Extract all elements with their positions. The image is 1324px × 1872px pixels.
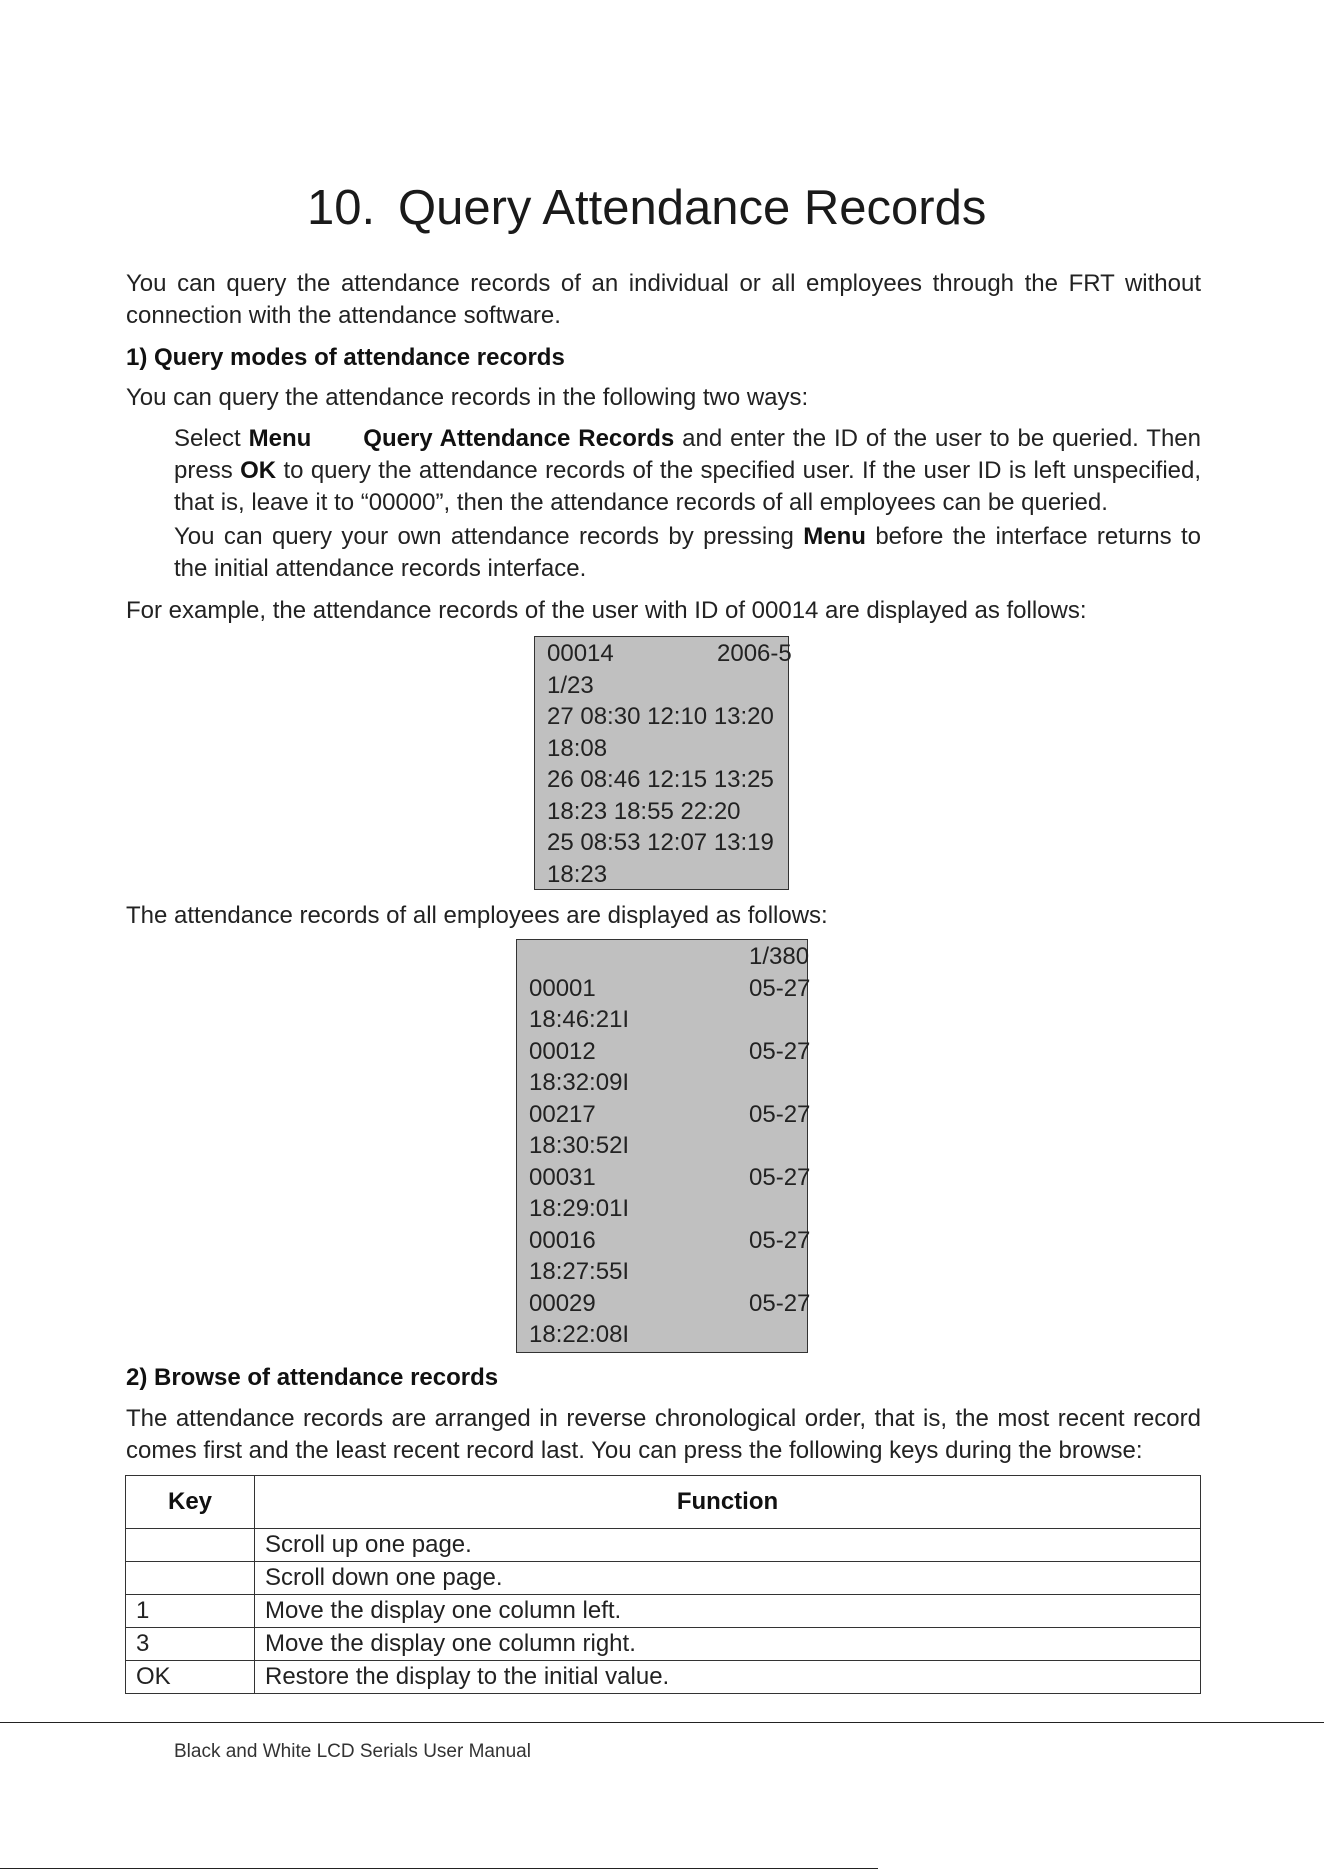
table-row: [126, 1661, 1201, 1694]
lcd-row: [529, 1162, 811, 1194]
function-cell: Scroll down one page.: [255, 1562, 1201, 1595]
table-row: [126, 1595, 1201, 1628]
lcd-all-employees-records: [516, 939, 811, 1353]
table-row: [126, 1562, 1201, 1595]
lcd-right: 05-27: [749, 974, 811, 1002]
section2-paragraph: The attendance records are arranged in reverse chronological order, that is, the most recent record comes first and the least recent record last. You can press the following keys during the browse:: [126, 1405, 1201, 1464]
lcd-left: 00001: [529, 974, 596, 1002]
lcd-right: 05-27: [749, 1163, 811, 1191]
lcd-row: [529, 1225, 811, 1257]
lcd-left: 18:22:08I: [529, 1321, 630, 1348]
lcd-row: [547, 859, 788, 891]
bullet-menu-query: [174, 423, 1201, 519]
bullet1-after-query: and enter the ID of the user to be queried. Then press: [174, 425, 1202, 484]
lcd-left: 26 08:46 12:15 13:25: [547, 766, 774, 793]
lcd-left: 1/23: [547, 671, 594, 699]
example-lead: For example, the attendance records of the user with ID of 00014 are displayed as follows:: [126, 597, 1087, 624]
lcd-row: [529, 1067, 807, 1099]
header-function: Function: [255, 1476, 1201, 1529]
key-function-table: [125, 1475, 1201, 1694]
lcd-row: [529, 1193, 807, 1225]
lcd-left: 25 08:53 12:07 13:19: [547, 829, 774, 856]
lcd-left: 00012: [529, 1037, 596, 1065]
bullet2-menu-key: Menu: [803, 523, 866, 550]
lcd-row: [529, 1319, 807, 1351]
lcd-row: [529, 1256, 807, 1288]
lcd-row: [547, 670, 788, 702]
lcd-row: [547, 701, 788, 733]
bottom-divider: [0, 1868, 878, 1869]
lcd-row: [547, 796, 788, 828]
lcd-left: 00016: [529, 1226, 596, 1254]
lcd-row: [547, 764, 788, 796]
table-header-row: [126, 1476, 1201, 1529]
section1-heading: 1) Query modes of attendance records: [126, 344, 565, 371]
lcd-row: [547, 638, 792, 670]
lcd-left: 18:46:21I: [529, 1006, 630, 1033]
function-cell: Scroll up one page.: [255, 1529, 1201, 1562]
section-title-text: Query Attendance Records: [398, 181, 987, 235]
footer-manual-title: Black and White LCD Serials User Manual: [174, 1741, 531, 1762]
lcd-right: 05-27: [749, 1289, 811, 1317]
lcd-right: 05-27: [749, 1100, 811, 1128]
lcd-left: 00014: [547, 640, 614, 667]
lcd-right: 05-27: [749, 1226, 811, 1254]
page-title: [307, 178, 986, 238]
lcd-left: 18:30:52I: [529, 1132, 630, 1159]
lcd-row: [529, 1036, 811, 1068]
lcd-left: 00029: [529, 1289, 596, 1317]
lcd-right: 05-27: [749, 1037, 811, 1065]
all-employees-lead: The attendance records of all employees are displayed as follows:: [126, 902, 828, 929]
lcd-row: [529, 1288, 811, 1320]
function-cell: Move the display one column right.: [255, 1628, 1201, 1661]
key-cell: [126, 1562, 255, 1595]
lcd-single-user-records: [534, 636, 792, 890]
lcd-row: [529, 1099, 811, 1131]
lcd-left: 18:08: [547, 734, 608, 762]
bullet1-rest: to query the attendance records of the specified user. If the user ID is left unspecified, that is, leave it to “00000”, then the attendance records of all employees can be queried.: [174, 457, 1202, 516]
bullet2-before: You can query your own attendance records by pressing: [174, 523, 794, 550]
bullet2-after: before the interface returns to the initial attendance records interface.: [174, 523, 1202, 582]
function-cell: Restore the display to the initial value.: [255, 1661, 1201, 1694]
footer-divider: [0, 1722, 1324, 1723]
key-cell: 3: [126, 1628, 255, 1661]
key-cell: OK: [126, 1661, 255, 1694]
lcd-left: 18:32:09I: [529, 1069, 630, 1096]
table-row: [126, 1628, 1201, 1661]
lcd-right: 1/380: [749, 943, 810, 970]
lcd-row: [529, 973, 811, 1005]
lcd-right: 2006-5: [717, 640, 792, 667]
table-row: [126, 1529, 1201, 1562]
bullet1-query-command: Query Attendance Records: [363, 425, 675, 452]
lcd-left: 18:27:55I: [529, 1258, 630, 1285]
lcd-left: 18:29:01I: [529, 1195, 630, 1222]
lcd-left: 00217: [529, 1100, 596, 1128]
lcd-left: 27 08:30 12:10 13:20: [547, 703, 774, 730]
section-number: 10.: [307, 181, 376, 235]
lcd-row: [547, 733, 788, 765]
lcd-left: 18:23: [547, 860, 608, 888]
intro-paragraph: You can query the attendance records of an individual or all employees through the FRT without connection with the attendance software.: [126, 270, 1201, 329]
lcd-left: 00031: [529, 1163, 596, 1191]
function-cell: Move the display one column left.: [255, 1595, 1201, 1628]
lcd-left: 18:23 18:55 22:20: [547, 797, 741, 825]
bullet1-ok-key: OK: [240, 457, 277, 484]
lcd-row: [529, 1004, 807, 1036]
lcd-row: [547, 827, 788, 859]
lcd-row: [529, 1130, 807, 1162]
key-cell: 1: [126, 1595, 255, 1628]
header-key: Key: [126, 1476, 255, 1529]
key-cell: [126, 1529, 255, 1562]
bullet1-menu-key: Menu: [248, 425, 312, 452]
lcd-row: [529, 941, 810, 973]
bullet-own-records: [174, 521, 1201, 585]
section1-lead: You can query the attendance records in the following two ways:: [126, 384, 809, 411]
section2-heading: 2) Browse of attendance records: [126, 1364, 499, 1391]
bullet1-select: Select: [174, 425, 241, 452]
